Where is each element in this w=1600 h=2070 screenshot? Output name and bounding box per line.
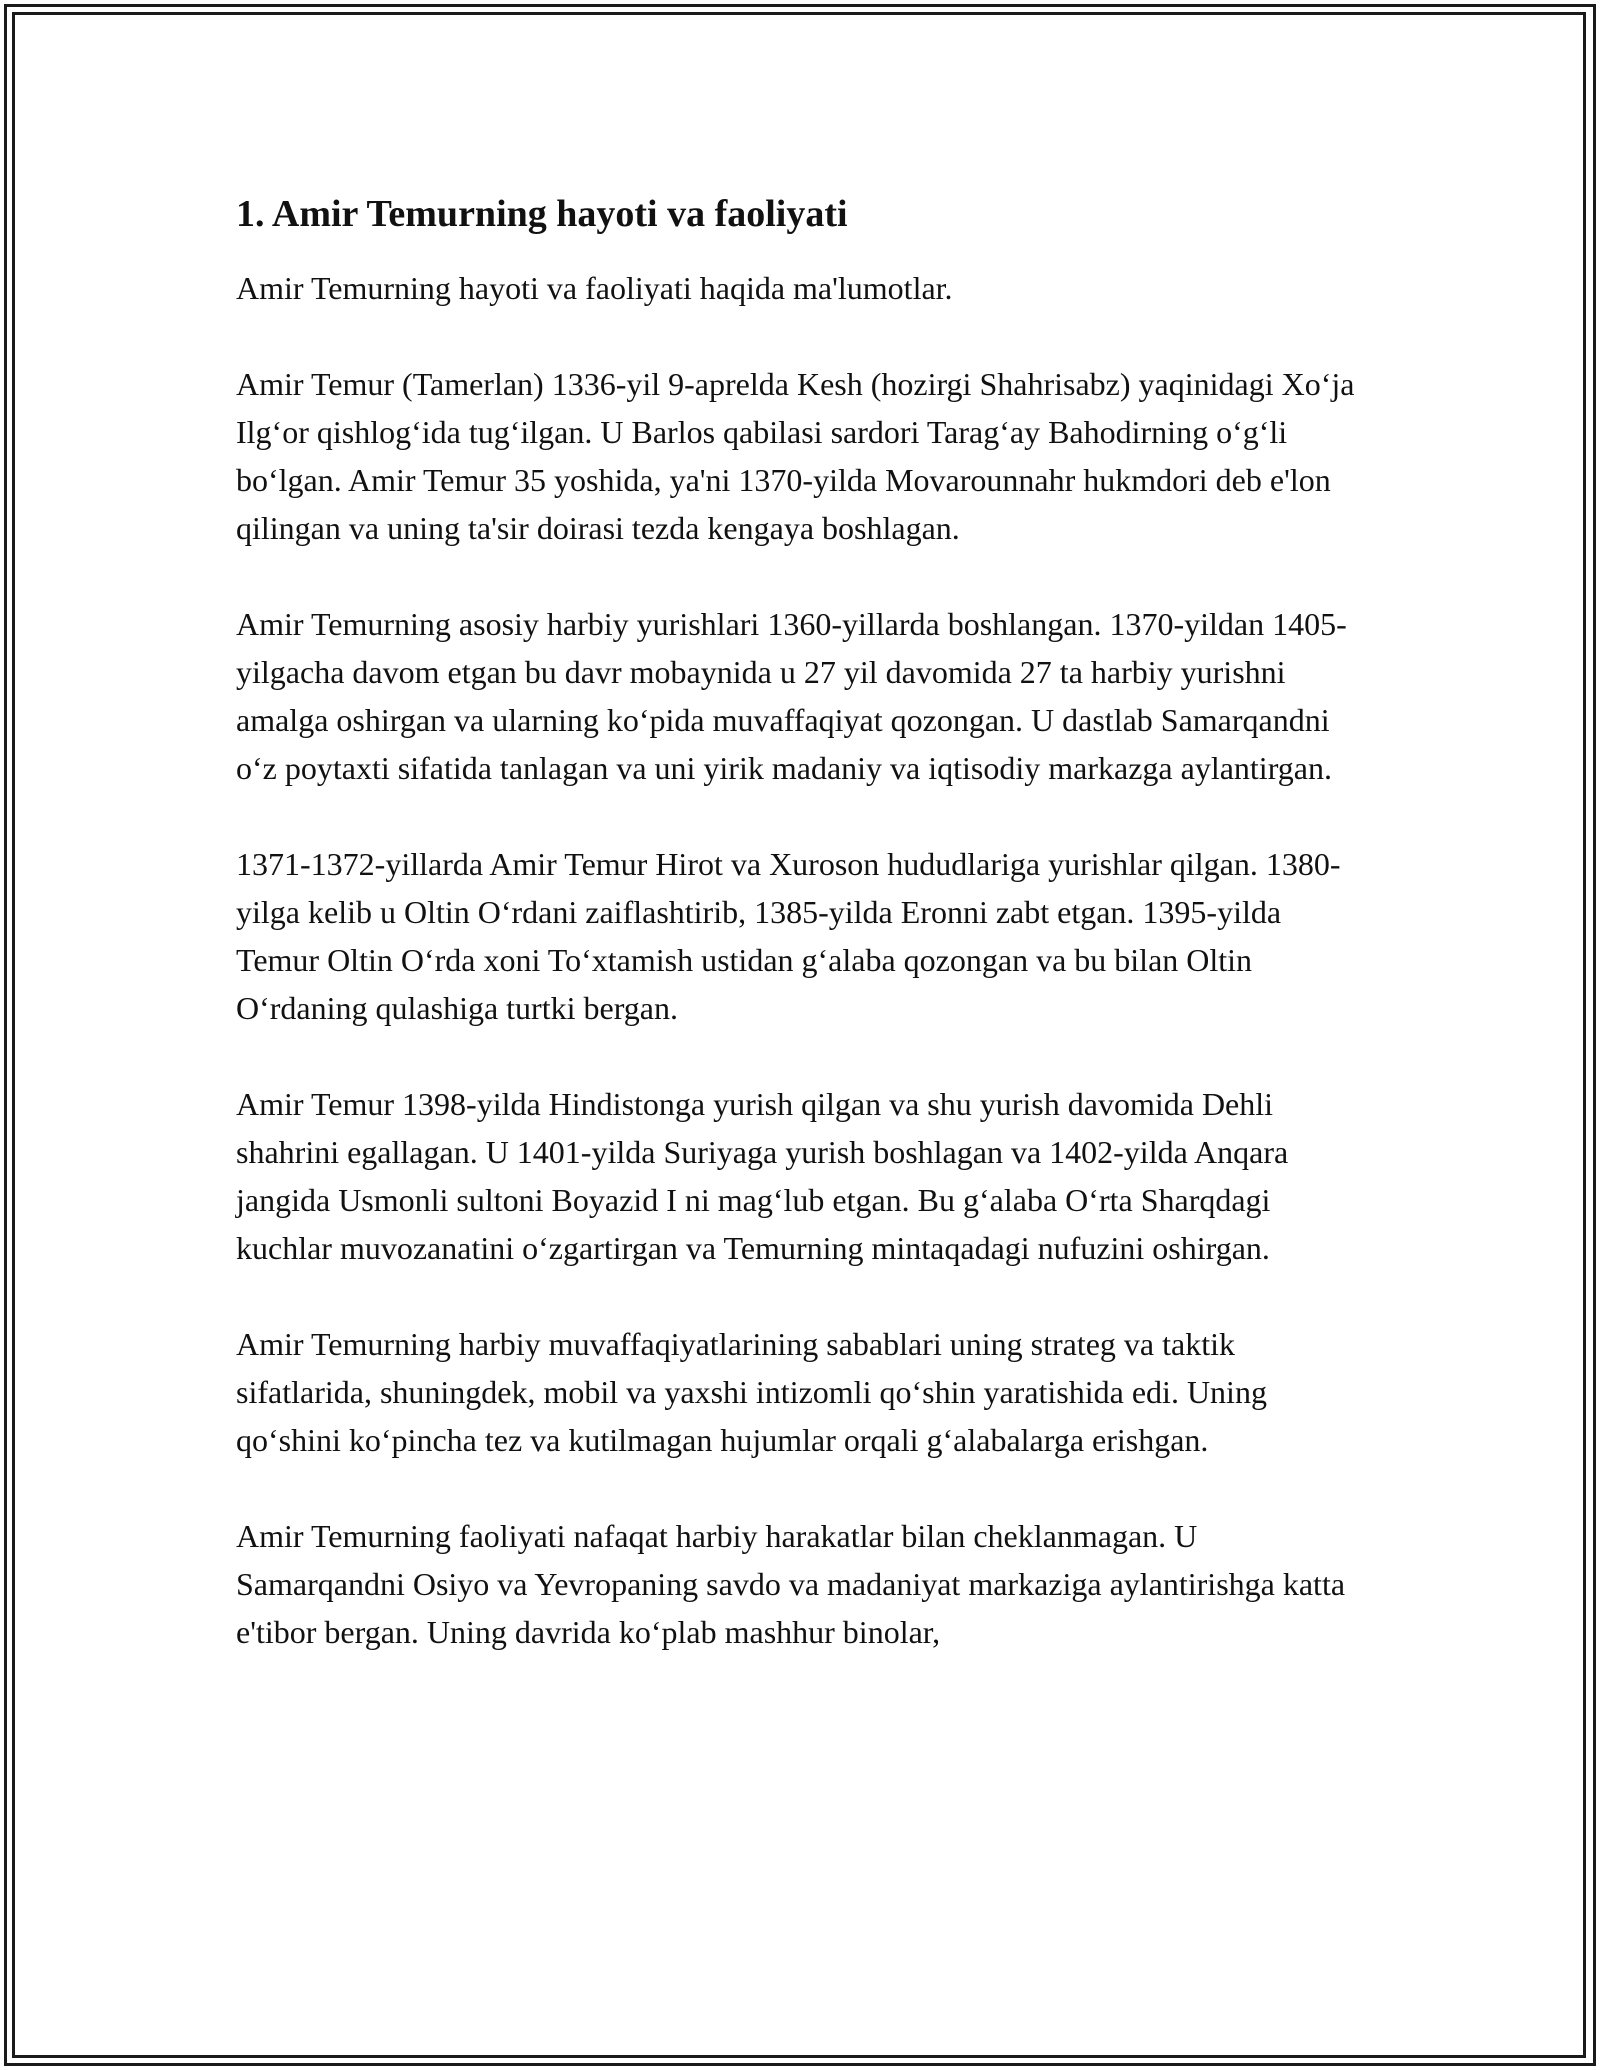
paragraph-birth: Amir Temur (Tamerlan) 1336-yil 9-aprelda Kesh (hozirgi Shahrisabz) yaqinidagi Xo‘ja Ilg‘or qishlog‘ida tug‘ilgan. U Barlos qabilasi sardori Tarag‘ay Bahodirning o‘g‘li bo‘lgan. Amir Temur 35 yoshida, ya'ni 1370-yilda Movarounnahr hukmdori deb e'lon qilingan va uning ta'sir doirasi tezda kengaya boshlagan. bbox=[236, 366, 1355, 546]
paragraph-samarkand: Amir Temurning faoliyati nafaqat harbiy harakatlar bilan cheklanmagan. U Samarqandni Osiyo va Yevropaning savdo va madaniyat markaziga aylantirishga katta e'tibor bergan. Uning davrida ko‘plab mashhur binolar, bbox=[236, 1518, 1346, 1650]
paragraph-campaigns: Amir Temurning asosiy harbiy yurishlari 1360-yillarda boshlangan. 1370-yildan 1405-yilgacha davom etgan bu davr mobaynida u 27 yil davomida 27 ta harbiy yurishni amalga oshirgan va ularning ko‘pida muvaffaqiyat qozongan. U dastlab Samarqandni o‘z poytaxti sifatida tanlagan va uni yirik madaniy va iqtisodiy markazga aylantirgan. bbox=[236, 606, 1347, 786]
paragraph-conquests: 1371-1372-yillarda Amir Temur Hirot va Xuroson hududlariga yurishlar qilgan. 1380-yilga kelib u Oltin O‘rdani zaiflashtirib, 1385-yilda Eronni zabt etgan. 1395-yilda Temur Oltin O‘rda xoni To‘xtamish ustidan g‘alaba qozongan va bu bilan Oltin O‘rdaning qulashiga turtki bergan. bbox=[236, 846, 1341, 1026]
document-body bbox=[236, 186, 1366, 1704]
intro-paragraph: Amir Temurning hayoti va faoliyati haqida ma'lumotlar. bbox=[236, 270, 953, 306]
paragraph-military-success: Amir Temurning harbiy muvaffaqiyatlarining sabablari uning strateg va taktik sifatlarida, shuningdek, mobil va yaxshi intizomli qo‘shin yaratishida edi. Uning qo‘shini ko‘pincha tez va kutilmagan hujumlar orqali g‘alabalarga erishgan. bbox=[236, 1326, 1267, 1458]
section-heading: 1. Amir Temurning hayoti va faoliyati bbox=[236, 193, 848, 235]
paragraph-india-ankara: Amir Temur 1398-yilda Hindistonga yurish qilgan va shu yurish davomida Dehli shahrini egallagan. U 1401-yilda Suriyaga yurish boshlagan va 1402-yilda Anqara jangida Usmonli sultoni Boyazid I ni mag‘lub etgan. Bu g‘alaba O‘rta Sharqdagi kuchlar muvozanatini o‘zgartirgan va Temurning mintaqadagi nufuzini oshirgan. bbox=[236, 1086, 1289, 1266]
